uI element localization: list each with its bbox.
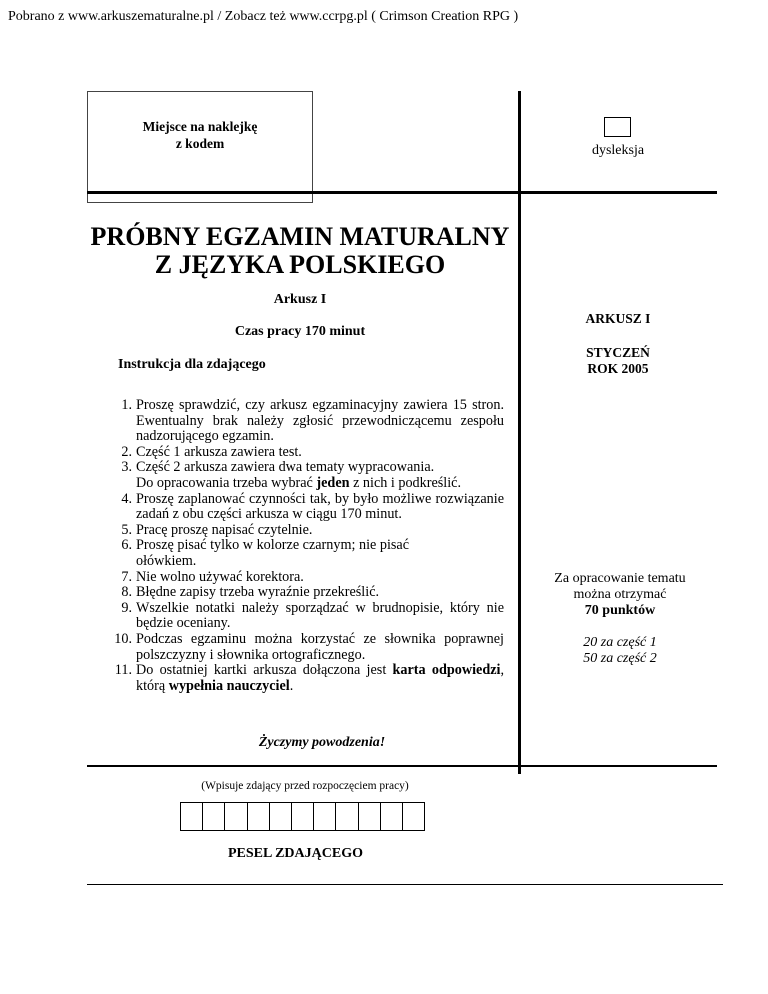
instruction-item bbox=[110, 538, 504, 569]
exam-title-line-2: Z JĘZYKA POLSKIEGO bbox=[154, 250, 446, 279]
exam-title-line-1: PRÓBNY EGZAMIN MATURALNY bbox=[90, 222, 510, 251]
instruction-text: Do opracowania trzeba wybrać bbox=[136, 474, 317, 491]
instructions-title: Instrukcja dla zdającego bbox=[118, 357, 266, 372]
instruction-item bbox=[110, 445, 504, 461]
points-part-1: 20 za część 1 bbox=[583, 635, 657, 650]
good-luck-text: Życzymy powodzenia! bbox=[258, 735, 386, 750]
pesel-digit-cell[interactable] bbox=[248, 803, 270, 830]
instructions-list bbox=[110, 398, 504, 694]
instruction-item bbox=[110, 523, 504, 539]
instruction-text: ołówkiem. bbox=[136, 552, 197, 569]
sticker-label bbox=[88, 118, 312, 152]
instruction-text: Część 2 arkusza zawiera dwa tematy wypracowania. bbox=[136, 459, 435, 476]
points-total: 70 punktów bbox=[584, 603, 656, 618]
pesel-digit-cell[interactable] bbox=[203, 803, 225, 830]
instruction-item bbox=[110, 632, 504, 663]
instruction-number: 4. bbox=[121, 490, 132, 507]
pesel-digit-cell[interactable] bbox=[181, 803, 203, 830]
sticker-line-2: z kodem bbox=[175, 136, 225, 151]
pesel-label: PESEL ZDAJĄCEGO bbox=[228, 846, 363, 861]
instruction-text: Wszelkie notatki należy sporządzać w brudnopisie, który nie będzie oceniany. bbox=[136, 599, 504, 632]
instruction-item bbox=[110, 492, 504, 523]
pesel-digit-cell[interactable] bbox=[270, 803, 292, 830]
instruction-emphasis: jeden bbox=[316, 474, 350, 491]
bottom-divider bbox=[87, 884, 723, 885]
instruction-item bbox=[110, 601, 504, 632]
sheet-label: Arkusz I bbox=[273, 292, 327, 307]
instruction-number: 9. bbox=[121, 599, 132, 616]
pesel-digit-cell[interactable] bbox=[292, 803, 314, 830]
pesel-digit-cell[interactable] bbox=[225, 803, 247, 830]
top-divider bbox=[87, 191, 717, 194]
points-line-2: można otrzymać bbox=[573, 587, 667, 602]
points-line-1: Za opracowanie tematu bbox=[554, 571, 686, 586]
instruction-number: 2. bbox=[121, 443, 132, 460]
instruction-text: Błędne zapisy trzeba wyraźnie przekreślić. bbox=[136, 584, 380, 601]
middle-divider bbox=[87, 765, 717, 767]
exam-year: ROK 2005 bbox=[587, 361, 649, 376]
pesel-input-grid[interactable] bbox=[180, 802, 425, 831]
dyslexia-label: dysleksja bbox=[591, 143, 645, 158]
instruction-text: z nich i podkreślić. bbox=[349, 474, 462, 491]
instruction-number: 8. bbox=[121, 584, 132, 601]
instruction-emphasis: wypełnia nauczyciel bbox=[168, 677, 290, 694]
instruction-number: 10. bbox=[114, 630, 132, 647]
time-label: Czas pracy 170 minut bbox=[234, 324, 366, 339]
exam-month: STYCZEŃ bbox=[586, 345, 650, 360]
pesel-digit-cell[interactable] bbox=[381, 803, 403, 830]
instruction-number: 11. bbox=[114, 662, 132, 679]
instruction-number: 5. bbox=[121, 521, 132, 538]
instruction-item bbox=[110, 398, 504, 445]
instruction-item bbox=[110, 663, 504, 694]
instruction-text: Proszę pisać tylko w kolorze czarnym; nie pisać bbox=[136, 537, 410, 554]
pesel-digit-cell[interactable] bbox=[359, 803, 381, 830]
instruction-item bbox=[110, 570, 504, 586]
source-header: Pobrano z www.arkuszematuralne.pl / Zobacz też www.ccrpg.pl ( Crimson Creation RPG ) bbox=[8, 9, 519, 24]
instruction-number: 1. bbox=[121, 397, 132, 413]
instruction-text: Proszę zaplanować czynności tak, by było możliwe rozwiązanie zadań z obu części arkusza w ciągu 170 minut. bbox=[136, 490, 504, 523]
instruction-text: , którą bbox=[136, 662, 504, 694]
right-sheet-label: ARKUSZ I bbox=[585, 311, 651, 326]
pesel-digit-cell[interactable] bbox=[403, 803, 424, 830]
pesel-note: (Wpisuje zdający przed rozpoczęciem pracy) bbox=[201, 780, 409, 792]
exam-date bbox=[560, 345, 676, 377]
instruction-text: Część 1 arkusza zawiera test. bbox=[136, 443, 302, 460]
pesel-digit-cell[interactable] bbox=[314, 803, 336, 830]
points-info bbox=[530, 571, 710, 619]
exam-title bbox=[87, 223, 513, 279]
sticker-line-1: Miejsce na naklejkę bbox=[142, 119, 258, 134]
points-split bbox=[530, 635, 710, 667]
sticker-placeholder bbox=[87, 91, 313, 203]
pesel-digit-cell[interactable] bbox=[336, 803, 358, 830]
instruction-item bbox=[110, 460, 504, 491]
instruction-text: Podczas egzaminu można korzystać ze słownika poprawnej polszczyzny i słownika ortograficznego. bbox=[136, 630, 504, 663]
instruction-text: Nie wolno używać korektora. bbox=[136, 568, 304, 585]
instruction-text: Pracę proszę napisać czytelnie. bbox=[136, 521, 313, 538]
instruction-number: 7. bbox=[121, 568, 132, 585]
instruction-text: Do ostatniej kartki arkusza dołączona jest bbox=[136, 662, 393, 679]
instruction-number: 3. bbox=[121, 459, 132, 476]
instruction-item bbox=[110, 585, 504, 601]
instruction-text: Proszę sprawdzić, czy arkusz egzaminacyjny zawiera 15 stron. Ewentualny brak należy zgłosić przewodniczącemu zespołu nadzorującego egzamin. bbox=[136, 397, 504, 445]
instruction-number: 6. bbox=[121, 537, 132, 554]
instruction-text: . bbox=[289, 677, 294, 694]
points-part-2: 50 za część 2 bbox=[583, 651, 657, 666]
instruction-emphasis: karta odpowiedzi bbox=[392, 662, 501, 679]
dyslexia-checkbox[interactable] bbox=[604, 117, 631, 137]
